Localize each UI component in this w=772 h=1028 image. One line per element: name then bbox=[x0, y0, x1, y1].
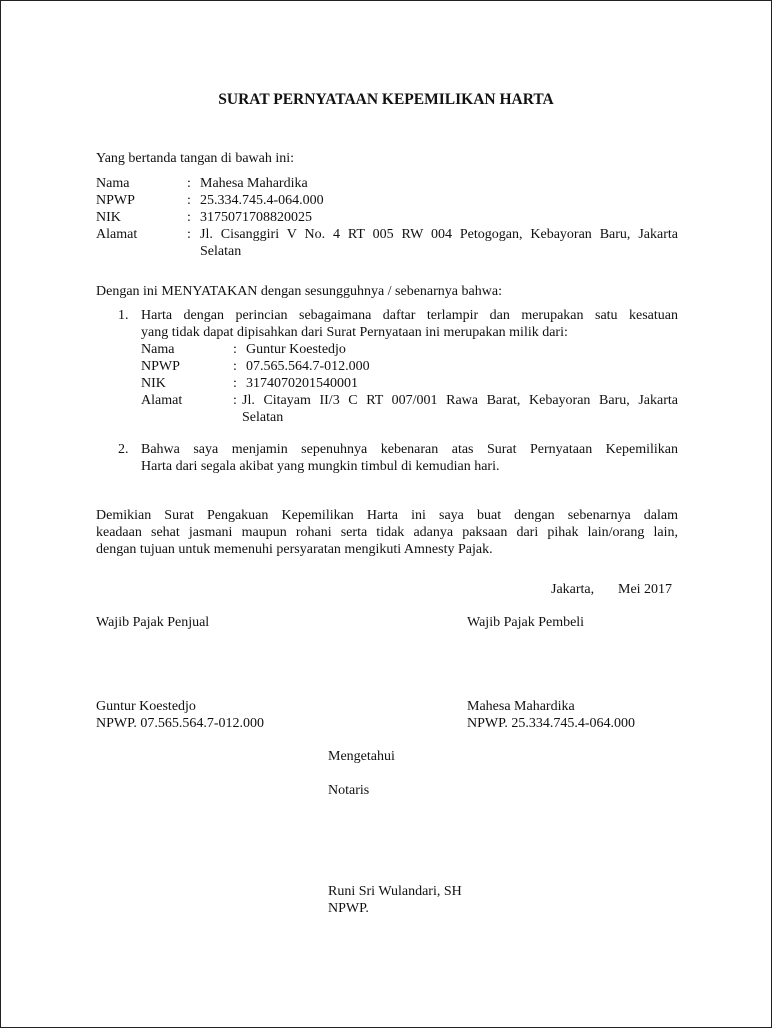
declarant-address-label: Alamat bbox=[96, 227, 138, 242]
declarant-nik-label: NIK bbox=[96, 210, 121, 225]
seller-signature-title: Wajib Pajak Penjual bbox=[96, 615, 210, 630]
owner-name-label: Nama bbox=[141, 342, 175, 357]
item-1-line2: yang tidak dapat dipisahkan dari Surat Pernyataan ini merupakan milik dari: bbox=[141, 325, 568, 340]
statement-intro: Dengan ini MENYATAKAN dengan sesungguhnya / sebenarnya bahwa: bbox=[96, 284, 502, 299]
owner-address-label: Alamat bbox=[141, 393, 183, 408]
item-2-line1: Bahwa saya menjamin sepenuhnya kebenaran atas Surat Pernyataan Kepemilikan bbox=[141, 442, 678, 457]
owner-name: Guntur Koestedjo bbox=[246, 342, 346, 357]
colon: : bbox=[187, 210, 191, 225]
declarant-address-line1: Jl. Cisanggiri V No. 4 RT 005 RW 004 Petogogan, Kebayoran Baru, Jakarta bbox=[200, 227, 678, 242]
colon: : bbox=[187, 227, 191, 242]
closing-line3: dengan tujuan untuk memenuhi persyaratan mengikuti Amnesty Pajak. bbox=[96, 542, 493, 557]
closing-line2: keadaan sehat jasmani maupun rohani serta tidak adanya paksaan dari pihak lain/orang lain, bbox=[96, 525, 678, 540]
owner-nik: 3174070201540001 bbox=[246, 376, 358, 391]
owner-npwp: 07.565.564.7-012.000 bbox=[246, 359, 370, 374]
item-2-line2: Harta dari segala akibat yang mungkin timbul di kemudian hari. bbox=[141, 459, 500, 474]
owner-address-line2: Selatan bbox=[242, 410, 284, 425]
notary-npwp: NPWP. bbox=[328, 901, 369, 916]
colon: : bbox=[187, 193, 191, 208]
colon: : bbox=[187, 176, 191, 191]
buyer-signature-title: Wajib Pajak Pembeli bbox=[467, 615, 585, 630]
owner-npwp-label: NPWP bbox=[141, 359, 180, 374]
buyer-signature-npwp: NPWP. 25.334.745.4-064.000 bbox=[467, 716, 636, 731]
colon: : bbox=[233, 342, 237, 357]
place-date: Mei 2017 bbox=[618, 582, 673, 597]
notary-name: Runi Sri Wulandari, SH bbox=[328, 884, 462, 899]
item-1-line1: Harta dengan perincian sebagaimana daftar terlampir dan merupakan satu kesatuan bbox=[141, 308, 678, 323]
declarant-npwp-label: NPWP bbox=[96, 193, 135, 208]
colon: : bbox=[233, 376, 237, 391]
seller-signature-npwp: NPWP. 07.565.564.7-012.000 bbox=[96, 716, 265, 731]
place-city: Jakarta, bbox=[551, 582, 595, 597]
intro-text: Yang bertanda tangan di bawah ini: bbox=[96, 151, 295, 166]
declarant-name: Mahesa Mahardika bbox=[200, 176, 308, 191]
owner-address-line1: Jl. Citayam II/3 C RT 007/001 Rawa Barat, Kebayoran Baru, Jakarta bbox=[242, 393, 678, 408]
declarant-name-label: Nama bbox=[96, 176, 130, 191]
owner-nik-label: NIK bbox=[141, 376, 166, 391]
colon: : bbox=[233, 359, 237, 374]
item-number: 1. bbox=[118, 308, 129, 323]
declarant-nik: 3175071708820025 bbox=[200, 210, 312, 225]
item-number: 2. bbox=[118, 442, 129, 457]
declarant-address-line2: Selatan bbox=[200, 244, 242, 259]
notary-title: Notaris bbox=[328, 783, 370, 798]
document-title: SURAT PERNYATAAN KEPEMILIKAN HARTA bbox=[218, 91, 554, 108]
colon: : bbox=[233, 393, 237, 408]
buyer-signature-name: Mahesa Mahardika bbox=[467, 699, 575, 714]
closing-line1: Demikian Surat Pengakuan Kepemilikan Harta ini saya buat dengan sebenarnya dalam bbox=[96, 508, 678, 523]
seller-signature-name: Guntur Koestedjo bbox=[96, 699, 196, 714]
declarant-npwp: 25.334.745.4-064.000 bbox=[200, 193, 324, 208]
acknowledged-label: Mengetahui bbox=[328, 749, 395, 764]
